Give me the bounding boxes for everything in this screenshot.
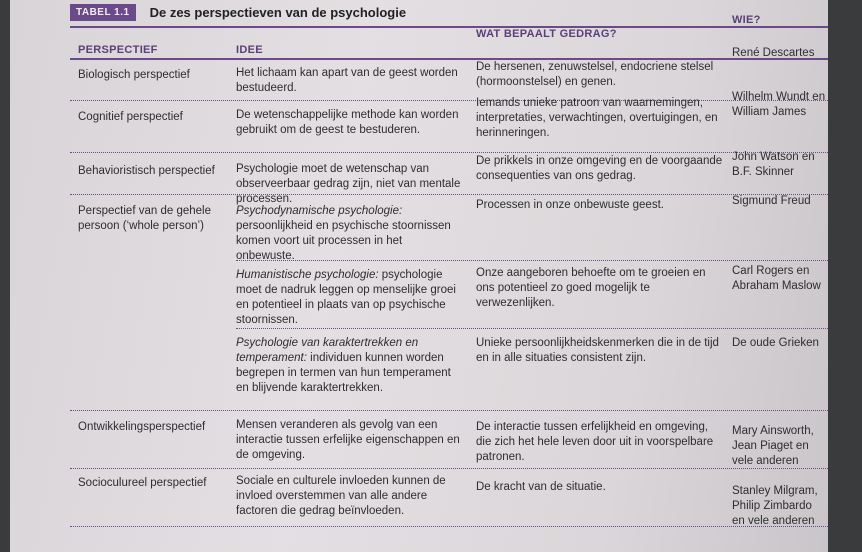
table-title-bar — [70, 0, 406, 24]
row-divider — [70, 468, 828, 469]
row4-wie: Sigmund Freud — [732, 195, 811, 207]
row8-gedrag: De kracht van de situatie. — [476, 481, 606, 493]
header-gedrag: WAT BEPAALT GEDRAG? — [476, 28, 617, 40]
row-divider — [70, 410, 828, 411]
row1-wie: René Descartes — [732, 47, 815, 59]
row6-idee — [236, 336, 461, 396]
title-rule — [70, 26, 828, 28]
row1-perspectief: Biologisch perspectief — [78, 69, 190, 81]
row-divider — [236, 328, 828, 329]
row4-idee-lead: Psychodynamische psychologie: — [236, 205, 403, 217]
row5-gedrag: Onze aangeboren behoefte om te groeien en ons potentieel zo goed mogelijk te verwezenlijken. — [476, 267, 706, 309]
row7-wie: Mary Ainsworth, Jean Piaget en vele anderen — [732, 425, 814, 467]
header-idee: IDEE — [236, 44, 263, 56]
row-divider — [70, 152, 828, 153]
row2-idee: De wetenschappelijke methode kan worden gebruikt om de geest te bestuderen. — [236, 109, 459, 136]
row7-idee: Mensen veranderen als gevolg van een interactie tussen erfelijke eigenschappen en de omgeving. — [236, 419, 460, 461]
header-perspectief: PERSPECTIEF — [78, 44, 158, 56]
row3-wie: John Watson en B.F. Skinner — [732, 151, 815, 178]
row2-wie: Wilhelm Wundt en William James — [732, 91, 826, 118]
row3-perspectief: Behavioristisch perspectief — [78, 165, 215, 177]
row4-idee-text: persoonlijkheid en psychische stoornissen komen voort uit processen in het onbewuste. — [236, 220, 451, 262]
row8-perspectief: Socioculureel perspectief — [78, 477, 207, 489]
row-divider — [236, 260, 828, 261]
row5-wie: Carl Rogers en Abraham Maslow — [732, 265, 821, 292]
row2-gedrag: Iemands unieke patroon van waarnemingen, interpretaties, verwachtingen, overtuigingen, en herinneringen. — [476, 97, 718, 139]
row4-perspectief: Perspectief van de gehele persoon (‘whole person’) — [78, 205, 211, 232]
row6-idee-text: individuen kunnen worden begrepen in termen van hun temperament en blijvende karaktertrekken. — [236, 352, 451, 394]
row5-idee — [236, 268, 461, 328]
row6-idee-lead: Psychologie van karaktertrekken en temperament: — [236, 337, 419, 364]
header-wie: WIE? — [732, 14, 761, 26]
row8-idee: Sociale en culturele invloeden kunnen de invloed overstemmen van alle andere factoren die gedrag beïnvloeden. — [236, 475, 446, 517]
row4-idee — [236, 204, 461, 264]
row1-gedrag: De hersenen, zenuwstelsel, endocriene stelsel (hormoonstelsel) en genen. — [476, 61, 714, 88]
row7-perspectief: Ontwikkelingsperspectief — [78, 421, 206, 433]
row1-idee: Het lichaam kan apart van de geest worden bestudeerd. — [236, 67, 458, 94]
row6-wie: De oude Grieken — [732, 337, 819, 349]
book-page — [10, 0, 828, 552]
row7-gedrag: De interactie tussen erfelijkheid en omgeving, die zich het hele leven door uit in voorspelbare patronen. — [476, 421, 714, 463]
row5-idee-text: psychologie moet de nadruk leggen op menselijke groei en potentieel in plaats van op psychische stoornissen. — [236, 269, 456, 326]
row3-gedrag: De prikkels in onze omgeving en de voorgaande consequenties van ons gedrag. — [476, 155, 723, 182]
table-tag: TABEL 1.1 — [70, 4, 136, 21]
row2-perspectief: Cognitief perspectief — [78, 111, 183, 123]
row4-gedrag: Processen in onze onbewuste geest. — [476, 199, 664, 211]
row-divider — [70, 526, 828, 527]
row-divider — [70, 194, 828, 195]
row6-gedrag: Unieke persoonlijkheidskenmerken die in de tijd en in alle situaties consistent zijn. — [476, 337, 719, 364]
row3-idee: Psychologie moet de wetenschap van observeerbaar gedrag zijn, niet van mentale processen. — [236, 163, 461, 205]
row8-wie: Stanley Milgram, Philip Zimbardo en vele anderen — [732, 485, 818, 527]
table-title: De zes perspectieven van de psychologie — [149, 4, 407, 20]
row5-idee-lead: Humanistische psychologie: — [236, 269, 379, 281]
